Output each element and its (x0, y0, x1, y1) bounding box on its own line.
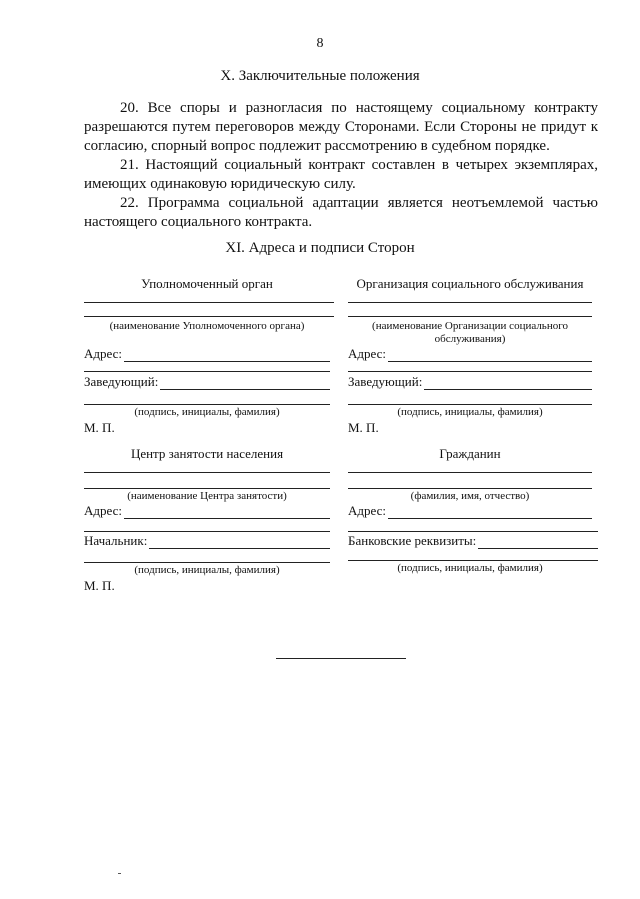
employment-center-address-line[interactable] (124, 506, 330, 519)
citizen-name-line-2 (348, 488, 592, 489)
organization-address-label: Адрес: (348, 346, 386, 361)
citizen-bank-label: Банковские реквизиты: (348, 533, 477, 548)
authority-name-line-2 (84, 316, 334, 317)
authority-head-label: Заведующий: (84, 374, 159, 389)
authority-caption: (наименование Уполномоченного органа) (109, 320, 305, 332)
authority-address-field[interactable] (84, 346, 330, 362)
organization-title: Организация социального обслуживания (356, 276, 584, 291)
citizen-address-label: Адрес: (348, 503, 386, 518)
paragraph-20: 20. Все споры и разногласия по настоящему социальному контракту разрешаются путем переговоров между Сторонами. Если Стороны не придут к согласию, спорный вопрос подлежит рассмотрению в судебном порядке. (84, 100, 598, 154)
citizen-bank-field[interactable] (348, 533, 598, 549)
employment-center-head-label: Начальник: (84, 533, 148, 548)
citizen-signature-line (348, 560, 598, 561)
section-xi-title: XI. Адреса и подписи Сторон (225, 240, 415, 256)
organization-head-field[interactable] (348, 374, 592, 390)
organization-signature-line (348, 404, 592, 405)
employment-center-stamp: М. П. (84, 578, 115, 593)
citizen-address-line[interactable] (388, 506, 592, 519)
scan-speck (118, 873, 121, 874)
authority-address-label: Адрес: (84, 346, 122, 361)
employment-center-title: Центр занятости населения (130, 446, 284, 461)
footer-divider (276, 658, 406, 659)
citizen-address-field[interactable] (348, 503, 592, 519)
authority-signature-line (84, 404, 330, 405)
employment-center-address-line-2 (84, 531, 330, 532)
employment-center-name-line-1 (84, 472, 330, 473)
authority-stamp: М. П. (84, 420, 115, 435)
authority-signature-caption: (подпись, инициалы, фамилия) (134, 406, 280, 418)
paragraph-21: 21. Настоящий социальный контракт составлен в четырех экземплярах, имеющих одинаковую юридическую силу. (84, 157, 598, 192)
section-x-title: X. Заключительные положения (220, 68, 420, 84)
employment-center-address-label: Адрес: (84, 503, 122, 518)
organization-name-line-1 (348, 302, 592, 303)
citizen-name-line-1 (348, 472, 592, 473)
authority-address-line[interactable] (124, 349, 330, 362)
authority-address-line-2 (84, 371, 330, 372)
organization-address-line-2 (348, 371, 592, 372)
authority-name-line-1 (84, 302, 334, 303)
authority-title: Уполномоченный орган (141, 276, 273, 291)
organization-caption: (наименование Организации социального обслуживания) (372, 320, 568, 345)
employment-center-signature-caption: (подпись, инициалы, фамилия) (134, 564, 280, 576)
authority-head-line[interactable] (160, 377, 330, 390)
employment-center-address-field[interactable] (84, 503, 330, 519)
employment-center-head-line[interactable] (149, 536, 330, 549)
citizen-caption: (фамилия, имя, отчество) (410, 490, 530, 502)
organization-name-line-2 (348, 316, 592, 317)
page-number: 8 (316, 36, 324, 51)
organization-signature-caption: (подпись, инициалы, фамилия) (397, 406, 543, 418)
employment-center-signature-line (84, 562, 330, 563)
citizen-address-line-2 (348, 531, 598, 532)
employment-center-caption: (наименование Центра занятости) (127, 490, 287, 502)
organization-head-label: Заведующий: (348, 374, 423, 389)
citizen-bank-line[interactable] (478, 536, 598, 549)
authority-head-field[interactable] (84, 374, 330, 390)
employment-center-head-field[interactable] (84, 533, 330, 549)
citizen-title: Гражданин (439, 446, 501, 461)
organization-stamp: М. П. (348, 420, 379, 435)
organization-address-line[interactable] (388, 349, 592, 362)
paragraph-22: 22. Программа социальной адаптации является неотъемлемой частью настоящего социального контракта. (84, 195, 598, 230)
employment-center-name-line-2 (84, 488, 330, 489)
citizen-signature-caption: (подпись, инициалы, фамилия) (397, 562, 543, 574)
organization-address-field[interactable] (348, 346, 592, 362)
organization-head-line[interactable] (424, 377, 592, 390)
